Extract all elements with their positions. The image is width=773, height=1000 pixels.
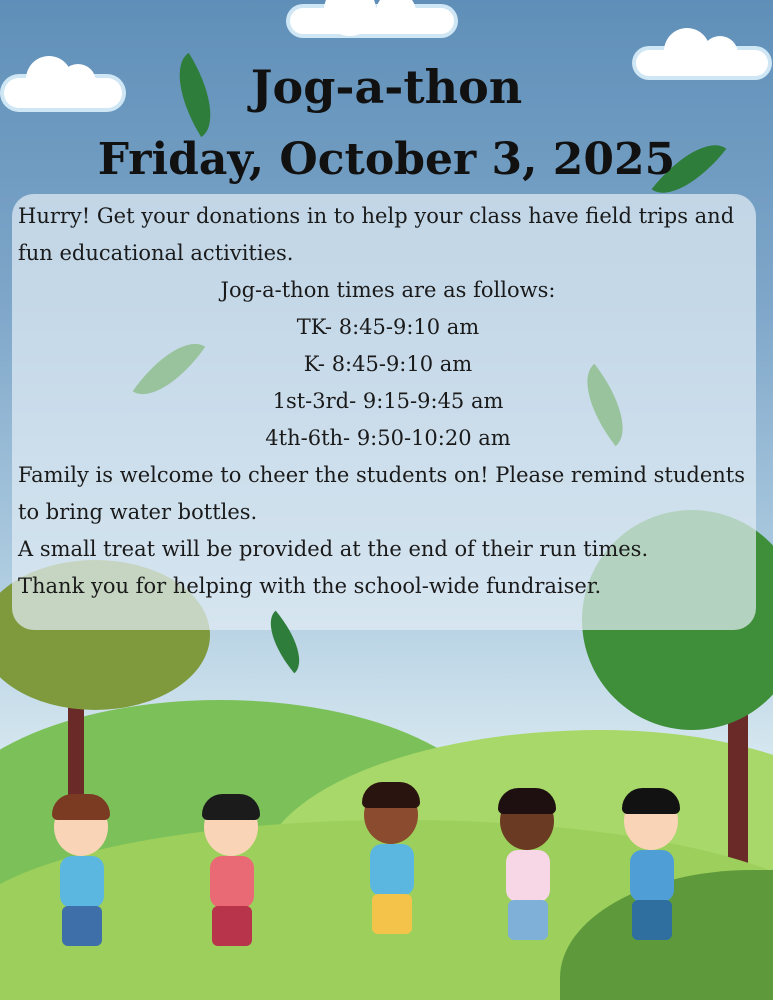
- closing-text: Thank you for helping with the school-wide fundraiser.: [18, 574, 602, 598]
- running-child-illustration: [616, 792, 686, 952]
- running-child-illustration: [46, 798, 116, 958]
- time-slot: K- 8:45-9:10 am: [303, 352, 473, 376]
- closing-text: Family is welcome to cheer the students on! Please remind students to bring water bottles.: [18, 463, 746, 524]
- times-heading: Jog-a-thon times are as follows:: [220, 278, 556, 302]
- closing-text: A small treat will be provided at the end of their run times.: [18, 537, 649, 561]
- time-slot: TK- 8:45-9:10 am: [296, 315, 480, 339]
- poster-title: Jog-a-thon: [250, 60, 523, 114]
- info-text: [18, 198, 758, 605]
- event-date: Friday, October 3, 2025: [97, 134, 676, 185]
- running-child-illustration: [196, 798, 266, 958]
- running-child-illustration: [492, 792, 562, 952]
- intro-text: Hurry! Get your donations in to help your class have field trips and fun educational activities.: [18, 204, 735, 265]
- running-child-illustration: [356, 786, 426, 946]
- cloud-decoration: [290, 8, 454, 34]
- time-slot: 1st-3rd- 9:15-9:45 am: [272, 389, 504, 413]
- time-slot: 4th-6th- 9:50-10:20 am: [265, 426, 511, 450]
